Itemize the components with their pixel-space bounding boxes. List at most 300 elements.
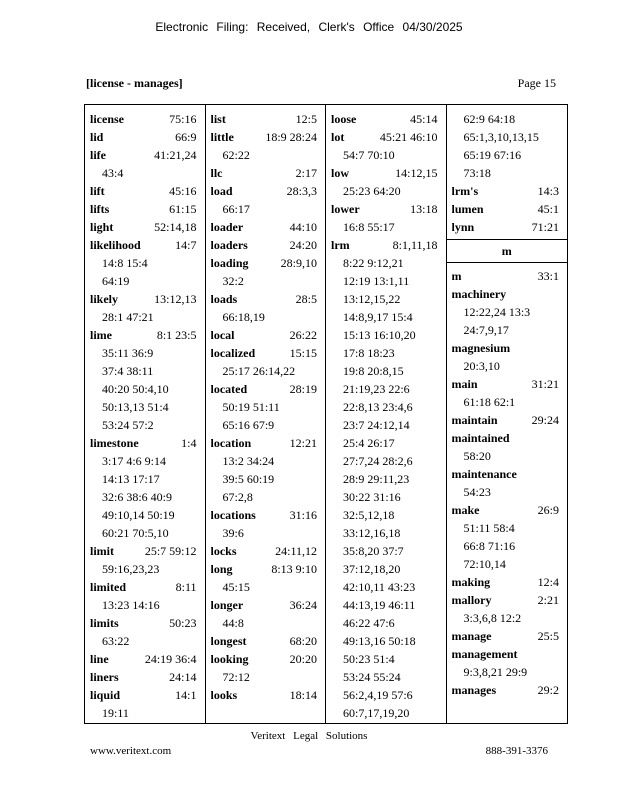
index-reference: 12:5 <box>295 112 317 126</box>
index-entry-head <box>211 290 326 308</box>
index-term: management <box>451 647 518 661</box>
index-reference: 26:9 <box>537 503 559 517</box>
index-reference-line: 19:8 20:8,15 <box>343 364 404 378</box>
index-term: long <box>210 562 233 576</box>
index-reference-line: 16:8 55:17 <box>343 220 395 234</box>
index-column-2 <box>206 105 327 723</box>
index-entry <box>211 254 326 290</box>
index-entry-head <box>211 236 326 254</box>
index-reference-line: 49:10,14 50:19 <box>102 508 175 522</box>
index-entry-head <box>211 650 326 668</box>
index-entry-head <box>211 326 326 344</box>
index-reference: 28:5 <box>295 292 317 306</box>
index-entry-head <box>452 200 567 218</box>
index-entry <box>452 501 567 573</box>
index-entry-head <box>211 254 326 272</box>
index-entry <box>90 182 205 200</box>
index-reference-line: 56:2,4,19 57:6 <box>343 688 413 702</box>
index-reference-line: 72:12 <box>222 670 250 684</box>
index-term: magnesium <box>451 341 511 355</box>
index-entry <box>452 375 567 411</box>
index-reference-line: 61:18 62:1 <box>463 395 516 409</box>
index-entry <box>452 627 567 645</box>
index-reference: 45:1 <box>537 202 559 216</box>
index-reference: 12:21 <box>289 436 317 450</box>
index-entry-head <box>452 267 567 285</box>
index-entry <box>211 218 326 236</box>
index-entry-head <box>90 578 205 596</box>
index-entry <box>452 200 567 218</box>
index-entry <box>452 218 567 236</box>
index-reference: 8:11 <box>175 580 197 594</box>
index-entry-head <box>90 668 205 686</box>
index-entry-head <box>211 344 326 362</box>
index-term: limited <box>90 580 126 594</box>
index-reference-line: 53:24 55:24 <box>343 670 401 684</box>
index-reference-line: 54:23 <box>463 485 491 499</box>
index-reference: 8:1,11,18 <box>392 238 438 252</box>
index-reference-line: 17:8 18:23 <box>343 346 395 360</box>
index-entry <box>211 380 326 434</box>
index-entry-head <box>331 128 446 146</box>
index-entry <box>90 614 205 650</box>
index-reference-line: 9:3,8,21 29:9 <box>463 665 528 679</box>
index-entry-head <box>211 128 326 146</box>
index-term: limestone <box>90 436 139 450</box>
index-term: location <box>210 436 252 450</box>
index-entry <box>90 218 205 236</box>
index-reference: 36:24 <box>289 598 317 612</box>
index-reference-line: 25:17 26:14,22 <box>222 364 296 378</box>
index-entry <box>452 110 567 182</box>
index-entry-head <box>452 411 567 429</box>
index-entry <box>211 290 326 326</box>
index-reference-line: 14:8,9,17 15:4 <box>343 310 413 324</box>
index-entry-head <box>331 200 446 218</box>
index-entry <box>90 200 205 218</box>
index-reference: 14:7 <box>175 238 197 252</box>
index-entry-head <box>211 596 326 614</box>
index-reference: 44:10 <box>289 220 317 234</box>
index-entry <box>90 650 205 668</box>
index-reference-line: 66:17 <box>222 202 250 216</box>
index-entry-head <box>452 285 567 303</box>
index-term: loads <box>210 292 238 306</box>
index-reference: 12:4 <box>537 575 559 589</box>
index-entry <box>90 326 205 434</box>
index-entry <box>211 596 326 632</box>
index-entry-head <box>90 182 205 200</box>
index-term: m <box>451 269 462 283</box>
index-reference-line: 42:10,11 43:23 <box>343 580 416 594</box>
index-entry-head <box>211 542 326 560</box>
index-reference-line: 64:19 <box>102 274 130 288</box>
index-reference-line: 37:12,18,20 <box>343 562 401 576</box>
index-reference-line: 60:7,17,19,20 <box>343 706 410 720</box>
index-entry-head <box>90 650 205 668</box>
footer-company: Veritext Legal Solutions <box>250 730 368 742</box>
index-entry <box>452 182 567 200</box>
index-term: maintain <box>451 413 498 427</box>
index-reference-line: 23:7 24:12,14 <box>343 418 410 432</box>
index-term: looks <box>210 688 238 702</box>
index-column-4-top <box>447 110 567 236</box>
index-entry <box>211 434 326 506</box>
index-reference-line: 66:18,19 <box>222 310 265 324</box>
index-entry-head <box>90 326 205 344</box>
index-term: lower <box>331 202 360 216</box>
index-entry <box>90 146 205 182</box>
index-reference: 71:21 <box>531 220 559 234</box>
index-entry <box>90 434 205 542</box>
index-reference-line: 53:24 57:2 <box>102 418 154 432</box>
index-reference-line: 73:18 <box>463 166 491 180</box>
index-reference: 24:11,12 <box>275 544 317 558</box>
index-reference: 24:19 36:4 <box>144 652 197 666</box>
footer-website: www.veritext.com <box>90 745 172 757</box>
index-reference-line: 15:13 16:10,20 <box>343 328 416 342</box>
index-reference-line: 35:11 36:9 <box>102 346 154 360</box>
index-reference-line: 44:13,19 46:11 <box>343 598 416 612</box>
index-reference: 14:3 <box>537 184 559 198</box>
index-entry-head <box>211 218 326 236</box>
index-entry <box>90 668 205 686</box>
index-entry <box>452 591 567 627</box>
index-entry-head <box>211 686 326 704</box>
index-term: lynn <box>451 220 475 234</box>
index-reference-line: 65:19 67:16 <box>463 148 522 162</box>
index-reference-line: 3:3,6,8 12:2 <box>463 611 522 625</box>
index-term: lift <box>90 184 105 198</box>
footer-phone: 888-391-3376 <box>485 745 548 757</box>
index-reference: 15:15 <box>289 346 317 360</box>
index-term: longer <box>210 598 244 612</box>
index-reference: 14:12,15 <box>395 166 438 180</box>
index-term: liquid <box>90 688 121 702</box>
index-entry-head <box>211 182 326 200</box>
index-reference-line: 54:7 70:10 <box>343 148 395 162</box>
index-reference: 25:7 59:12 <box>144 544 197 558</box>
index-entry-head <box>90 146 205 164</box>
index-reference: 31:21 <box>531 377 559 391</box>
index-reference-line: 51:11 58:4 <box>463 521 515 535</box>
index-entry-head <box>90 236 205 254</box>
index-reference-line: 32:2 <box>222 274 244 288</box>
index-entry <box>452 285 567 339</box>
index-entry-head <box>90 434 205 452</box>
index-entry <box>90 290 205 326</box>
index-term: manages <box>451 683 497 697</box>
index-reference-line: 44:8 <box>222 616 244 630</box>
index-entry <box>211 542 326 560</box>
index-reference: 13:12,13 <box>154 292 197 306</box>
index-entry <box>452 339 567 375</box>
index-term: located <box>210 382 248 396</box>
index-entry-head <box>331 110 446 128</box>
index-entry <box>452 645 567 681</box>
index-reference: 52:14,18 <box>154 220 197 234</box>
index-reference: 18:9 28:24 <box>265 130 317 144</box>
index-term: locations <box>210 508 256 522</box>
index-entry <box>331 128 446 164</box>
index-term: localized <box>210 346 256 360</box>
index-reference: 31:16 <box>289 508 317 522</box>
index-entry <box>452 681 567 699</box>
index-column-1 <box>85 105 206 723</box>
index-entry-head <box>90 218 205 236</box>
index-entry <box>211 686 326 704</box>
filing-stamp-header: Electronic Filing: Received, Clerk's Office 04/30/2025 <box>155 20 463 34</box>
index-reference: 68:20 <box>289 634 317 648</box>
index-entry <box>90 110 205 128</box>
index-reference: 66:9 <box>175 130 197 144</box>
index-term: little <box>210 130 234 144</box>
index-reference: 13:18 <box>410 202 438 216</box>
index-reference: 28:3,3 <box>286 184 317 198</box>
index-entry <box>211 560 326 596</box>
index-reference-line: 50:23 51:4 <box>343 652 395 666</box>
index-entry-head <box>452 501 567 519</box>
index-entry <box>90 128 205 146</box>
index-reference-line: 13:12,15,22 <box>343 292 401 306</box>
index-term: looking <box>210 652 249 666</box>
index-reference: 26:22 <box>289 328 317 342</box>
index-entry-head <box>90 290 205 308</box>
index-entry-head <box>452 681 567 699</box>
index-reference: 2:17 <box>295 166 317 180</box>
index-range-label: [license - manages] <box>86 76 183 90</box>
index-reference-line: 12:19 13:1,11 <box>343 274 410 288</box>
index-reference-line: 33:12,16,18 <box>343 526 401 540</box>
index-reference-line: 25:23 64:20 <box>343 184 401 198</box>
index-term: llc <box>210 166 223 180</box>
index-reference-line: 62:22 <box>222 148 250 162</box>
index-entry <box>211 236 326 254</box>
index-term: maintenance <box>451 467 517 481</box>
index-reference-line: 40:20 50:4,10 <box>102 382 169 396</box>
index-entry <box>211 632 326 650</box>
index-reference: 61:15 <box>169 202 197 216</box>
index-reference: 45:14 <box>410 112 438 126</box>
index-entry <box>331 236 446 722</box>
index-entry-head <box>452 429 567 447</box>
index-entry-head <box>452 627 567 645</box>
index-reference-line: 66:8 71:16 <box>463 539 516 553</box>
index-entry <box>452 465 567 501</box>
index-entry <box>452 411 567 429</box>
index-reference-line: 39:6 <box>222 526 244 540</box>
index-reference: 2:21 <box>537 593 559 607</box>
index-entry-head <box>452 591 567 609</box>
index-term: life <box>90 148 106 162</box>
index-reference-line: 24:7,9,17 <box>463 323 509 337</box>
index-reference-line: 35:8,20 37:7 <box>343 544 404 558</box>
index-reference-line: 3:17 4:6 9:14 <box>102 454 167 468</box>
index-reference-line: 60:21 70:5,10 <box>102 526 169 540</box>
index-reference: 41:21,24 <box>154 148 197 162</box>
index-reference-line: 25:4 26:17 <box>343 436 395 450</box>
index-reference-line: 39:5 60:19 <box>222 472 275 486</box>
index-term: likelihood <box>90 238 141 252</box>
index-column-4 <box>447 105 567 723</box>
index-entry <box>90 236 205 290</box>
index-term: local <box>210 328 235 342</box>
index-entry <box>211 326 326 344</box>
index-entry-head <box>90 686 205 704</box>
index-term: longest <box>210 634 247 648</box>
index-entry-head <box>331 236 446 254</box>
index-reference: 24:20 <box>289 238 317 252</box>
index-entry <box>211 344 326 380</box>
index-term: lumen <box>451 202 484 216</box>
index-term: liners <box>90 670 119 684</box>
index-entry-head <box>211 506 326 524</box>
index-entry-head <box>90 542 205 560</box>
index-term: license <box>90 112 124 126</box>
index-entry <box>331 110 446 128</box>
index-term: loading <box>210 256 249 270</box>
index-term: mallory <box>451 593 492 607</box>
index-reference: 8:1 23:5 <box>156 328 197 342</box>
index-reference: 29:24 <box>531 413 559 427</box>
index-reference-line: 49:13,16 50:18 <box>343 634 416 648</box>
index-entry <box>331 164 446 200</box>
index-entry-head <box>452 182 567 200</box>
index-entry-head <box>211 632 326 650</box>
index-term: loader <box>210 220 244 234</box>
index-entry-head <box>211 164 326 182</box>
index-reference: 29:2 <box>537 683 559 697</box>
index-term: loaders <box>210 238 248 252</box>
index-term: low <box>331 166 349 180</box>
index-reference-line: 50:19 51:11 <box>222 400 280 414</box>
index-reference-line: 28:9 29:11,23 <box>343 472 410 486</box>
index-reference-line: 72:10,14 <box>463 557 506 571</box>
index-reference-line: 32:5,12,18 <box>343 508 395 522</box>
index-term: manage <box>451 629 492 643</box>
index-reference-line: 59:16,23,23 <box>102 562 160 576</box>
index-reference-line: 32:6 38:6 40:9 <box>102 490 173 504</box>
index-reference-line: 12:22,24 13:3 <box>463 305 531 319</box>
index-term: loose <box>331 112 357 126</box>
index-entry <box>331 200 446 236</box>
index-term: making <box>451 575 491 589</box>
index-reference: 14:1 <box>175 688 197 702</box>
index-entry-head <box>211 434 326 452</box>
index-entry <box>211 182 326 218</box>
index-entry <box>90 686 205 722</box>
index-reference: 45:16 <box>169 184 197 198</box>
letter-section-header: m <box>447 239 567 263</box>
page-number: Page 15 <box>517 76 556 90</box>
index-reference-line: 63:22 <box>102 634 130 648</box>
index-reference: 24:14 <box>169 670 197 684</box>
index-term: light <box>90 220 114 234</box>
index-entry <box>452 573 567 591</box>
index-reference-line: 50:13,13 51:4 <box>102 400 169 414</box>
index-entry <box>211 110 326 128</box>
index-term: main <box>451 377 478 391</box>
index-entry-head <box>90 128 205 146</box>
index-reference-line: 30:22 31:16 <box>343 490 401 504</box>
index-reference-line: 19:11 <box>102 706 129 720</box>
index-entry <box>211 128 326 164</box>
word-index-grid <box>84 104 568 724</box>
index-reference-line: 67:2,8 <box>222 490 253 504</box>
index-reference-line: 14:8 15:4 <box>102 256 148 270</box>
index-entry-head <box>90 110 205 128</box>
index-entry <box>452 429 567 465</box>
index-reference: 8:13 9:10 <box>271 562 317 576</box>
index-entry-head <box>331 164 446 182</box>
index-entry-head <box>452 339 567 357</box>
index-entry-head <box>452 375 567 393</box>
index-column-3 <box>326 105 447 723</box>
index-reference: 25:5 <box>537 629 559 643</box>
index-term: lrm's <box>451 184 479 198</box>
index-entry-head <box>452 465 567 483</box>
index-reference-line: 22:8,13 23:4,6 <box>343 400 413 414</box>
index-reference: 45:21 46:10 <box>379 130 438 144</box>
index-reference-line: 65:1,3,10,13,15 <box>463 130 539 144</box>
index-term: load <box>210 184 233 198</box>
index-reference: 28:19 <box>289 382 317 396</box>
index-entry <box>90 542 205 578</box>
index-entry <box>211 650 326 686</box>
index-reference-line: 58:20 <box>463 449 491 463</box>
index-term: locks <box>210 544 237 558</box>
index-reference: 18:14 <box>289 688 317 702</box>
index-entry-head <box>211 560 326 578</box>
index-reference: 1:4 <box>181 436 197 450</box>
index-reference-line: 21:19,23 22:6 <box>343 382 410 396</box>
index-entry <box>90 578 205 614</box>
index-entry <box>452 267 567 285</box>
index-reference-line: 65:16 67:9 <box>222 418 275 432</box>
index-term: limit <box>90 544 114 558</box>
index-term: limits <box>90 616 119 630</box>
index-term: lot <box>331 130 345 144</box>
index-entry-head <box>90 614 205 632</box>
index-entry-head <box>452 218 567 236</box>
index-entry-head <box>211 380 326 398</box>
index-entry <box>211 164 326 182</box>
index-term: lifts <box>90 202 110 216</box>
index-term: lime <box>90 328 112 342</box>
index-entry-head <box>452 573 567 591</box>
index-reference-line: 46:22 47:6 <box>343 616 395 630</box>
index-column-4-bottom <box>447 267 567 699</box>
index-reference-line: 8:22 9:12,21 <box>343 256 404 270</box>
index-reference: 28:9,10 <box>280 256 317 270</box>
index-term: machinery <box>451 287 507 301</box>
index-entry <box>211 506 326 542</box>
index-reference-line: 27:7,24 28:2,6 <box>343 454 413 468</box>
index-reference-line: 62:9 64:18 <box>463 112 516 126</box>
index-reference: 75:16 <box>169 112 197 126</box>
index-reference-line: 37:4 38:11 <box>102 364 154 378</box>
index-term: lid <box>90 130 104 144</box>
index-reference-line: 28:1 47:21 <box>102 310 154 324</box>
index-term: maintained <box>451 431 510 445</box>
index-reference-line: 45:15 <box>222 580 250 594</box>
index-term: make <box>451 503 480 517</box>
index-reference: 20:20 <box>289 652 317 666</box>
index-reference-line: 13:2 34:24 <box>222 454 275 468</box>
index-term: list <box>210 112 226 126</box>
index-reference-line: 43:4 <box>102 166 124 180</box>
index-reference: 33:1 <box>537 269 559 283</box>
